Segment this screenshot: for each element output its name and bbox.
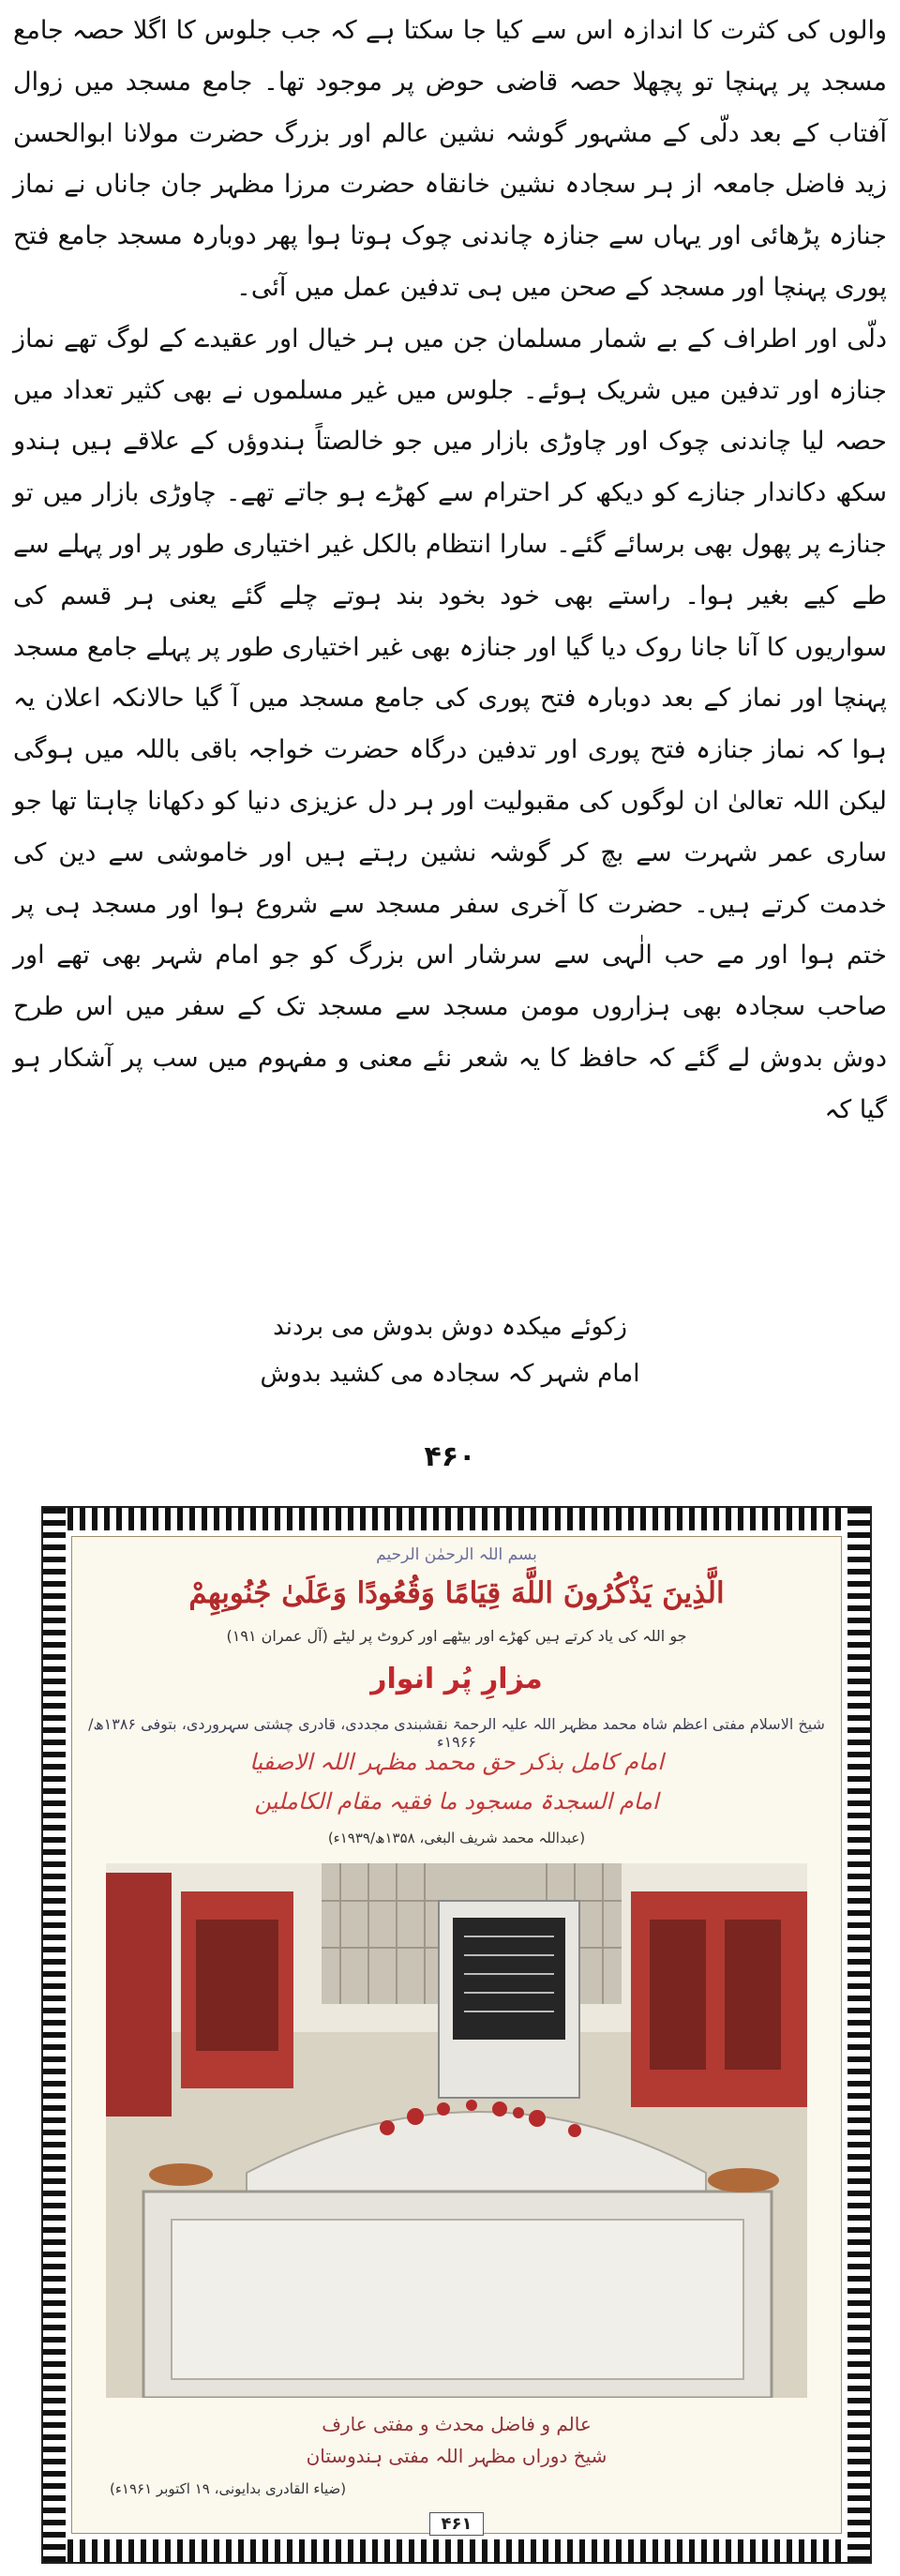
card-border-top: [43, 1508, 870, 1530]
page-number: ۴۶۰: [424, 1440, 476, 1473]
verse-translation: جو اللہ کی یاد کرتے ہیں کھڑے اور بیٹھے اور کروٹ پر لیٹے (آل عمران ۱۹۱): [226, 1627, 687, 1645]
caption-line-3: (ضیاء القادری بدایونی، ۱۹ اکتوبر ۱۹۶۱ء): [110, 2480, 347, 2497]
caption-line-1: عالم و فاضل محدث و مفتی عارف: [322, 2413, 592, 2435]
card-border-left: [43, 1508, 66, 2562]
caption-line-2: شیخ دوراں مظہر اللہ مفتی ہندوستان: [306, 2445, 608, 2467]
couplet-line-2: امام شہر کہ سجادہ می کشید بدوش: [260, 1360, 640, 1388]
persian-couplet: [0, 1303, 900, 1397]
shrine-grave-photo: [106, 1863, 807, 2398]
card-border-right: [848, 1508, 870, 2562]
paragraph-1: والوں کی کثرت کا اندازہ اس سے کیا جا سکتا ہے کہ جب جلوس کا اگلا حصہ جامع مسجد پر پہنچا تو پچھلا حصہ قاضی حوض پر موجود تھا۔ جامع مسجد میں زوال آفتاب کے بعد دلّی کے مشہور گوشہ نشین عالم اور بزرگ حضرت مولانا ابوالحسن زید فاضل جامعہ از ہر سجادہ نشین خانقاہ حضرت مرزا مظہر جان جاناں نے نماز جنازہ پڑھائی اور یہاں سے جنازہ چاندنی چوک ہوتا ہوا پھر دوبارہ مسجد جامع فتح پوری پہنچا اور مسجد کے صحن میں ہی تدفین عمل میں آئی۔: [13, 16, 887, 302]
chronogram-date: (عبداللہ محمد شریف البغی، ۱۳۵۸ھ/۱۹۳۹ء): [327, 1830, 586, 1846]
card-page-number: [72, 2512, 841, 2536]
card-heading: مزارِ پُر انوار: [370, 1663, 543, 1695]
bismillah: بسم اللہ الرحمٰن الرحیم: [376, 1545, 537, 1564]
epitaph-line-2: امام السجدۃ مسجود ما فقیہ مقام الکاملین: [254, 1788, 659, 1815]
quran-verse: الَّذِينَ يَذْكُرُونَ اللَّهَ قِيَامًا وَقُعُودًا وَعَلَىٰ جُنُوبِهِمْ: [188, 1576, 725, 1610]
card-border-bottom: [43, 2539, 870, 2562]
couplet-line-1: زکوئے میکدہ دوش بدوش می بردند: [273, 1313, 627, 1341]
shaikh-line: شیخ الاسلام مفتی اعظم شاہ محمد مظہر اللہ علیہ الرحمۃ نقشبندی مجددی، قادری چشتی سہروردی، بتوفی ۱۳۸۶ھ/۱۹۶۶ء: [88, 1715, 825, 1751]
paragraph-2: دلّی اور اطراف کے بے شمار مسلمان جن میں ہر خیال اور عقیدے کے لوگ تھے نماز جنازہ اور تدفین میں شریک ہوئے۔ جلوس میں غیر مسلموں نے بھی کثیر تعداد میں حصہ لیا چاندنی چوک اور چاوڑی بازار میں جو خالصتاً ہندوؤں کے علاقے ہیں ہندو سکھ دکاندار جنازے کو دیکھ کر احترام سے کھڑے ہو جاتے تھے۔ چاوڑی بازار میں تو جنازے پر پھول بھی برسائے گئے۔ سارا انتظام بالکل غیر اختیاری طور پر اور پہلے سے طے کیے بغیر ہوا۔ راستے بھی خود بخود بند ہوتے چلے گئے یعنی ہر قسم کی سواریوں کا آنا جانا روک دیا گیا اور جنازہ بھی غیر اختیاری طور پر پہلے جامع مسجد پہنچا اور نماز کے بعد دوبارہ فتح پوری کی جامع مسجد میں آ گیا حالانکہ اعلان یہ ہوا کہ نماز جنازہ فتح پوری اور تدفین درگاہ حضرت خواجہ باقی باللہ میں ہوگی لیکن اللہ تعالیٰ ان لوگوں کی مقبولیت اور ہر دل عزیزی دنیا کو دکھانا چاہتا تھا جو ساری عمر شہرت سے بچ کر گوشہ نشین رہتے ہیں اور خاموشی سے دین کی خدمت کرتے ہیں۔ حضرت کا آخری سفر مسجد سے شروع ہوا اور مسجد ہی پر ختم ہوا اور مے حب الٰہی سے سرشار اس بزرگ کو جو امام شہر بھی تھے اور صاحب سجادہ بھی ہزاروں مومن مسجد سے مسجد تک کے سفر میں اس طرح دوش بدوش لے گئے کہ حافظ کا یہ شعر نئے معنی و مفہوم میں سب پر آشکار ہو گیا کہ: [13, 324, 888, 1124]
memorial-card: [41, 1506, 872, 2564]
card-page-number-label: ۴۶۱: [429, 2512, 485, 2536]
shrine-photo-icon: [106, 1863, 807, 2398]
prose-body: [13, 6, 887, 1137]
card-inner: [71, 1536, 842, 2534]
epitaph-line-1: امام کامل بذکر حق محمد مظہر اللہ الاصفیا: [249, 1749, 664, 1775]
